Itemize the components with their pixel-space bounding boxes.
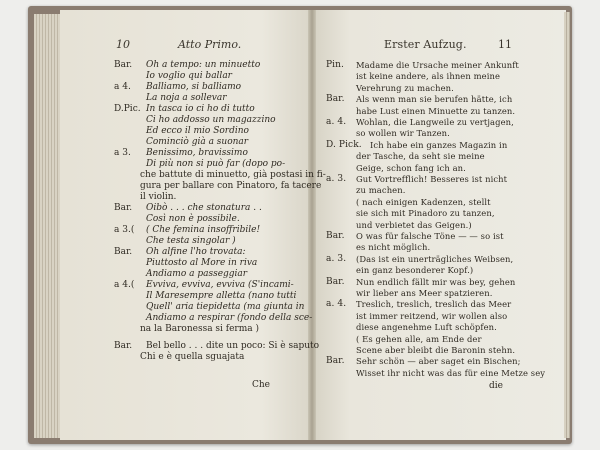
text-line: Andiamo a passeggiar: [146, 269, 248, 279]
text-line: Che testa singolar ): [146, 236, 236, 246]
speaker-label: Bar.: [114, 247, 133, 257]
text-line: zu machen.: [356, 185, 406, 196]
text-line: Ed ecco il mio Sordino: [146, 126, 249, 136]
text-line: ein ganz besonderer Kopf.): [356, 265, 474, 276]
speaker-label: a 3.: [114, 148, 131, 158]
speaker-label: Bar.: [326, 231, 345, 241]
text-line: Wisset ihr nicht was das für eine Metze sey: [356, 367, 546, 378]
text-line: Così non è possibile.: [146, 214, 240, 224]
text-line: ( nach einigen Kadenzen, stellt: [356, 196, 491, 207]
text-line: Ich habe ein ganzes Magazin in: [370, 139, 508, 150]
text-line: In tasca io ci ho di tutto: [146, 104, 255, 114]
text-line: Oibò . . . che stonatura . .: [146, 203, 262, 213]
text-line: es nicht möglich.: [356, 242, 431, 253]
left-catchword: Che: [252, 380, 271, 390]
text-line: Madame die Ursache meiner Ankunft: [356, 60, 519, 70]
text-line: il violin.: [140, 192, 177, 202]
right-running-title: Erster Aufzug.: [384, 38, 467, 51]
text-line: ist immer reitzend, wir wollen also: [356, 310, 508, 321]
text-line: und verbietet das Geigen.): [356, 219, 472, 230]
page-edges-right: [564, 12, 570, 438]
text-line: habe Lust einen Minuette zu tanzen.: [356, 105, 516, 116]
speaker-label: D. Pick.: [326, 139, 362, 150]
speaker-label: D.Pic.: [114, 104, 141, 114]
speaker-label: Bar.: [114, 60, 133, 70]
text-line: Gut Vortrefflich! Besseres ist nicht: [356, 174, 508, 184]
text-line: che battute di minuetto, già postasi in fi-: [140, 170, 326, 180]
text-line: Quell' aria tiepidetta (ma giunta in: [146, 302, 305, 312]
text-line: (Das ist ein unerträgliches Weibsen,: [356, 253, 514, 264]
text-line: Benissimo, bravissimo: [146, 148, 248, 158]
text-line: diese angenehme Luft schöpfen.: [356, 322, 497, 333]
text-line: Balliamo, si balliamo: [146, 82, 242, 92]
text-line: Oh alfine l'ho trovata:: [146, 247, 246, 257]
text-line: Andiamo a respirar (fondo della sce-: [146, 313, 313, 323]
text-line: Verehrung zu machen.: [356, 82, 454, 93]
speaker-label: a. 3.: [326, 174, 347, 184]
left-page-number: 10: [116, 38, 130, 51]
speaker-label: Bar.: [114, 341, 133, 351]
text-line: Il Maresempre alletta (nano tutti: [146, 291, 297, 301]
speaker-label: a. 3.: [326, 253, 347, 264]
right-page-number: 11: [498, 38, 512, 51]
text-line: Geige, schon fang ich an.: [356, 162, 466, 173]
right-catchword: die: [489, 381, 503, 391]
text-line: Treslich, treslich, treslich das Meer: [356, 299, 512, 310]
text-line: Wohlan, die Langweile zu vertjagen,: [356, 117, 514, 127]
speaker-label: Pin.: [326, 60, 344, 70]
text-line: Io voglio qui ballar: [146, 71, 232, 81]
text-line: ist keine andere, als ihnen meine: [356, 71, 501, 82]
book-gutter: [308, 10, 316, 440]
text-line: Nun endlich fällt mir was bey, gehen: [356, 276, 516, 287]
text-line: Di più non si può far (dopo po-: [146, 159, 286, 169]
text-line: gura per ballare con Pinatoro, fa tacere: [140, 181, 322, 191]
speaker-label: a 4.: [114, 82, 131, 92]
text-line: La noja a sollevar: [146, 93, 227, 103]
speaker-label: a. 4.: [326, 117, 347, 127]
text-line: Evviva, evviva, evviva (S'incami-: [146, 280, 294, 290]
text-line: Als wenn man sie berufen hätte, ich: [356, 94, 513, 105]
text-line: Oh a tempo: un minuetto: [146, 60, 261, 70]
text-line: Sehr schön — aber saget ein Bischen;: [356, 356, 521, 367]
text-line: Cominciò già a suonar: [146, 137, 249, 147]
text-line: sie sich mit Pinadoro zu tanzen,: [356, 208, 495, 219]
text-line: Chi e è quella sguajata: [140, 352, 245, 362]
text-line: ( Es gehen alle, am Ende der: [356, 333, 482, 344]
text-line: Ci ho addosso un magazzino: [146, 115, 276, 125]
text-line: so wollen wir Tanzen.: [356, 128, 450, 139]
text-line: Scene aber bleibt die Baronin stehn.: [356, 345, 516, 355]
text-line: O was für falsche Töne — — so ist: [356, 231, 504, 241]
speaker-label: a. 4.: [326, 299, 347, 310]
text-line: Bel bello . . . dite un poco: Si è saputo: [146, 341, 320, 351]
text-line: Piuttosto al More in riva: [146, 258, 258, 268]
speaker-label: Bar.: [326, 94, 345, 105]
speaker-label: a 3.(: [114, 225, 135, 235]
text-line: wir lieber ans Meer spatzieren.: [356, 288, 493, 298]
speaker-label: Bar.: [326, 356, 345, 367]
text-line: na la Baronessa si ferma ): [140, 324, 260, 334]
text-line: ( Che femina insoffribile!: [146, 225, 261, 235]
speaker-label: Bar.: [326, 276, 345, 287]
left-running-title: Atto Primo.: [178, 38, 242, 51]
speaker-label: a 4.(: [114, 280, 135, 290]
speaker-label: Bar.: [114, 203, 133, 213]
text-line: der Tasche, da seht sie meine: [356, 151, 485, 162]
